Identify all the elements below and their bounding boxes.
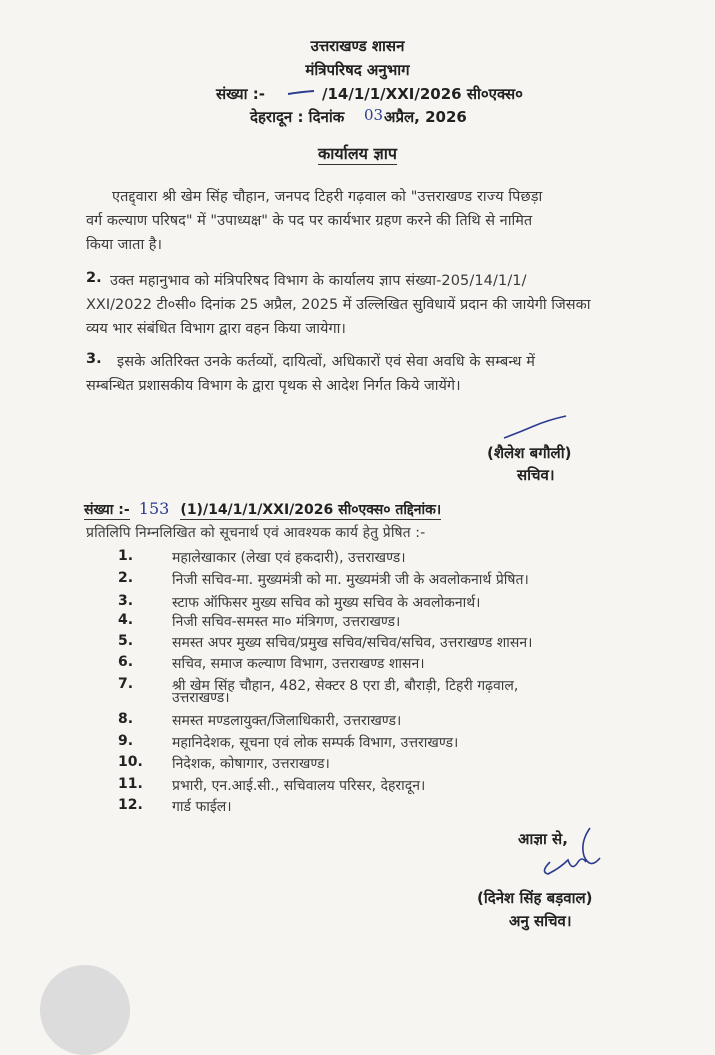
list-item: महालेखाकार (लेखा एवं हकदारी), उत्तराखण्ड।: [172, 550, 406, 566]
para3-number: 3.: [86, 351, 102, 367]
section-name: मंत्रिपरिषद अनुभाग: [305, 61, 410, 79]
list-item: गार्ड फाईल।: [172, 799, 232, 815]
list-number: 8.: [118, 711, 134, 727]
signature-icon: [520, 822, 610, 882]
para1-line3: किया जाता है।: [86, 237, 163, 253]
list-number: 10.: [118, 754, 143, 770]
list-number: 7.: [118, 676, 134, 692]
handwritten-dash-icon: [286, 86, 316, 100]
para2-line3: व्यय भार संबंधित विभाग द्वारा वहन किया जायेगा।: [86, 321, 346, 337]
memo-number-value: /14/1/1/XXI/2026 सी०एक्स०: [322, 85, 523, 103]
scan-shadow: [40, 965, 130, 1055]
list-item: प्रभारी, एन.आई.सी., सचिवालय परिसर, देहरादून।: [172, 778, 426, 794]
signatory2-name: (दिनेश सिंह बड़वाल): [477, 889, 593, 907]
list-item: निजी सचिव-समस्त मा० मंत्रिगण, उत्तराखण्ड।: [172, 614, 401, 630]
title-wrap: [0, 142, 715, 164]
copy-number-rest: (1)/14/1/1/XXI/2026 सी०एक्स० तद्दिनांक।: [180, 502, 442, 518]
list-number: 2.: [118, 570, 134, 586]
list-item: महानिदेशक, सूचना एवं लोक सम्पर्क विभाग, उत्तराखण्ड।: [172, 735, 459, 751]
list-item: सचिव, समाज कल्याण विभाग, उत्तराखण्ड शासन।: [172, 656, 425, 672]
signatory1-name: (शैलेश बगौली): [487, 444, 572, 462]
copy-number-line: [84, 499, 441, 519]
para2-line1: उक्त महानुभाव को मंत्रिपरिषद विभाग के कार्यालय ज्ञाप संख्या-205/14/1/1/: [110, 273, 527, 289]
list-item: समस्त अपर मुख्य सचिव/प्रमुख सचिव/सचिव/सचिव, उत्तराखण्ड शासन।: [172, 635, 533, 651]
signature-icon: [500, 412, 570, 442]
list-item: समस्त मण्डलायुक्त/जिलाधिकारी, उत्तराखण्ड।: [172, 713, 402, 729]
para1-line1: एतद्द्वारा श्री खेम सिंह चौहान, जनपद टिहरी गढ़वाल को "उत्तराखण्ड राज्य पिछड़ा: [112, 189, 543, 205]
para1-line2: वर्ग कल्याण परिषद" में "उपाध्यक्ष" के पद पर कार्यभार ग्रहण करने की तिथि से नामित: [86, 213, 533, 229]
list-item: निदेशक, कोषागार, उत्तराखण्ड।: [172, 756, 330, 772]
list-item: निजी सचिव-मा. मुख्यमंत्री को मा. मुख्यमंत्री जी के अवलोकनार्थ प्रेषित।: [172, 572, 529, 588]
list-number: 6.: [118, 654, 134, 670]
handwritten-date: 03: [364, 106, 384, 124]
signatory1-designation: सचिव।: [517, 466, 555, 484]
list-number: 1.: [118, 548, 134, 564]
list-number: 5.: [118, 633, 134, 649]
para3-line2: सम्बन्धित प्रशासकीय विभाग के द्वारा पृथक से आदेश निर्गत किये जायेंगे।: [86, 378, 461, 394]
date-rest: अप्रैल, 2026: [384, 108, 467, 126]
copy-intro: प्रतिलिपि निम्नलिखित को सूचनार्थ एवं आवश्यक कार्य हेतु प्रेषित :-: [86, 525, 426, 541]
list-number: 3.: [118, 593, 134, 609]
para3-line1: इसके अतिरिक्त उनके कर्तव्यों, दायित्वों, अधिकारों एवं सेवा अवधि के सम्बन्ध में: [117, 354, 536, 370]
list-item: श्री खेम सिंह चौहान, 482, सेक्टर 8 एरा डी, बौराड़ी, टिहरी गढ़वाल,: [172, 678, 519, 694]
list-item: स्टाफ ऑफिसर मुख्य सचिव को मुख्य सचिव के अवलोकनार्थ।: [172, 595, 481, 611]
copy-number-label: संख्या :-: [84, 502, 130, 518]
list-number: 11.: [118, 776, 143, 792]
para2-number: 2.: [86, 270, 102, 286]
signatory2-designation: अनु सचिव।: [509, 912, 572, 930]
list-number: 4.: [118, 612, 134, 628]
list-item-continuation: उत्तराखण्ड।: [172, 690, 230, 706]
list-number: 12.: [118, 797, 143, 813]
list-number: 9.: [118, 733, 134, 749]
order-text: आज्ञा से,: [518, 830, 568, 848]
place-date-label: देहरादून : दिनांक: [250, 108, 345, 126]
memo-title: कार्यालय ज्ञाप: [317, 144, 398, 163]
copy-number-handwritten: 153: [138, 499, 170, 518]
para2-line2: XXI/2022 टी०सी० दिनांक 25 अप्रैल, 2025 में उल्लिखित सुविधायें प्रदान की जायेगी जिसका: [86, 297, 591, 313]
memo-number-label: संख्या :-: [216, 85, 265, 103]
govt-name: उत्तराखण्ड शासन: [310, 37, 405, 55]
